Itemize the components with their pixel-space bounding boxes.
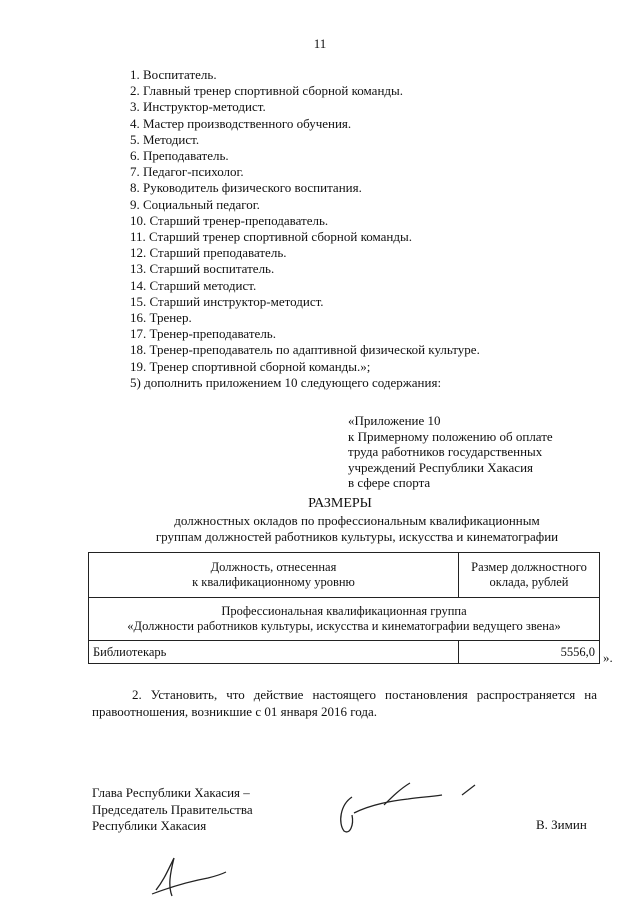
- signatory-title-line: Глава Республики Хакасия –: [92, 785, 250, 800]
- list-item: 10. Старший тренер-преподаватель.: [130, 212, 329, 228]
- list-item: 4. Мастер производственного обучения.: [130, 115, 352, 131]
- list-item: 3. Инструктор-методист.: [130, 99, 266, 115]
- signatory-title-line: Председатель Правительства: [92, 801, 253, 817]
- document-subheading: [0, 513, 640, 544]
- list-item: 16. Тренер.: [130, 310, 192, 326]
- appendix-note-line: в сфере спорта: [348, 475, 431, 491]
- list-item: 11. Старший тренер спортивной сборной команды.: [130, 229, 412, 245]
- list-item: 1. Воспитатель.: [130, 67, 217, 82]
- appendix-note: [348, 413, 553, 491]
- table-header-row: [89, 553, 600, 598]
- table-header-salary: Размер должностного оклада, рублей: [459, 553, 600, 598]
- appendix-note-line: «Приложение 10: [348, 413, 441, 428]
- list-item: 15. Старший инструктор-методист.: [130, 293, 324, 309]
- list-item: 8. Руководитель физического воспитания.: [130, 180, 362, 196]
- list-item: 2. Главный тренер спортивной сборной команды.: [130, 83, 403, 99]
- table-cell-salary: 5556,0: [459, 641, 600, 664]
- appendix-note-line: учреждений Республики Хакасия: [348, 459, 534, 475]
- appendix-note-line: к Примерному положению об оплате: [348, 428, 553, 444]
- table-header-position: Должность, отнесенная к квалификационному уровню: [89, 553, 459, 598]
- handwritten-signature: [330, 775, 490, 845]
- signatory-title-line: Республики Хакасия: [92, 818, 207, 833]
- table-cell-position: Библиотекарь: [89, 641, 459, 664]
- list-item: 6. Преподаватель.: [130, 148, 229, 164]
- list-item: 17. Тренер-преподаватель.: [130, 326, 276, 342]
- salary-table: [88, 552, 600, 664]
- qualification-group-title: Профессиональная квалификационная группа «Должности работников культуры, искусства и кинематографии ведущего звена»: [89, 598, 600, 641]
- signatory-title: [92, 785, 253, 835]
- table-row: [89, 641, 600, 664]
- list-item: 9. Социальный педагог.: [130, 196, 260, 212]
- list-item: 13. Старший воспитатель.: [130, 261, 275, 277]
- subheading-line: группам должностей работников культуры, искусства и кинематографии: [155, 528, 559, 544]
- list-item-amendment: 5) дополнить приложением 10 следующего содержания:: [130, 374, 442, 390]
- table-group-row: [89, 598, 600, 641]
- appendix-note-line: труда работников государственных: [348, 444, 543, 460]
- signer-name: В. Зимин: [536, 817, 587, 832]
- subheading-line: должностных окладов по профессиональным квалификационным: [174, 513, 540, 528]
- list-item: 19. Тренер спортивной сборной команды.»;: [130, 358, 371, 374]
- handwritten-initials: [138, 852, 238, 902]
- list-item: 7. Педагог-психолог.: [130, 164, 244, 180]
- paragraph-2: 2. Установить, что действие настоящего постановления распространяется на правоотношения, возникшие с 01 января 2016 года.: [92, 687, 597, 719]
- closing-quote: ».: [603, 650, 613, 665]
- page-number: 11: [313, 36, 327, 51]
- position-list: [130, 67, 480, 391]
- list-item: 14. Старший методист.: [130, 277, 257, 293]
- document-heading: РАЗМЕРЫ: [308, 496, 372, 511]
- list-item: 12. Старший преподаватель.: [130, 245, 287, 261]
- list-item: 5. Методист.: [130, 131, 200, 147]
- list-item: 18. Тренер-преподаватель по адаптивной физической культуре.: [130, 342, 480, 358]
